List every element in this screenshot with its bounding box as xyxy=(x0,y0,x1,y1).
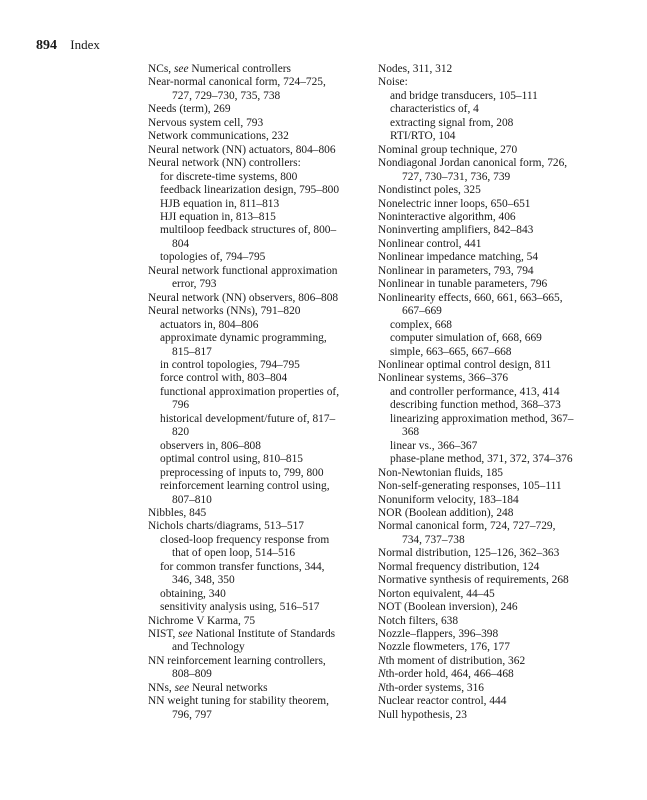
index-entry-text: Nominal group technique, 270 xyxy=(378,143,518,156)
index-entry xyxy=(148,601,358,614)
index-entry xyxy=(378,480,608,493)
index-entry xyxy=(378,668,608,681)
index-entry-text: Nondistinct poles, 325 xyxy=(378,184,481,197)
index-entry-text: reinforcement learning control using, xyxy=(160,480,330,493)
index-entry xyxy=(148,76,358,89)
index-entry xyxy=(378,561,608,574)
index-entry xyxy=(378,198,608,211)
index-entry-text: NN reinforcement learning controllers, xyxy=(148,654,326,667)
index-entry xyxy=(378,184,608,197)
index-entry xyxy=(378,211,608,224)
index-entry xyxy=(378,615,608,628)
index-entry xyxy=(378,346,608,359)
index-entry xyxy=(378,117,608,130)
index-entry xyxy=(378,278,608,291)
index-entry xyxy=(148,211,358,224)
index-entry xyxy=(148,372,358,385)
index-entry-text: Neural network (NN) observers, 806–808 xyxy=(148,291,339,304)
index-entry xyxy=(378,144,608,157)
index-entry xyxy=(378,588,608,601)
index-entry-text: error, 793 xyxy=(172,278,217,291)
index-entry xyxy=(148,238,358,251)
index-entry xyxy=(148,117,358,130)
index-entry xyxy=(378,103,608,116)
index-entry xyxy=(378,171,608,184)
index-entry xyxy=(148,628,358,641)
index-entry xyxy=(378,292,608,305)
index-entry-text: optimal control using, 810–815 xyxy=(160,453,304,466)
index-entry-text: computer simulation of, 668, 669 xyxy=(390,332,542,345)
index-entry-text: obtaining, 340 xyxy=(160,587,226,600)
index-entry-text: Noise: xyxy=(378,76,408,89)
index-entry-text: linear vs., 366–367 xyxy=(390,439,478,452)
index-entry-text: Neural networks xyxy=(189,681,268,694)
index-entry-text: characteristics of, 4 xyxy=(390,103,479,116)
index-column-left xyxy=(148,63,358,722)
index-entry-text: NOT (Boolean inversion), 246 xyxy=(378,601,518,614)
index-column-right xyxy=(378,63,608,722)
index-entry xyxy=(378,305,608,318)
index-entry-text: Nozzle flowmeters, 176, 177 xyxy=(378,641,510,654)
index-entry-text: NOR (Boolean addition), 248 xyxy=(378,506,514,519)
index-entry-text: see xyxy=(174,681,190,694)
index-entry-text: Norton equivalent, 44–45 xyxy=(378,587,495,600)
index-entry-text: 820 xyxy=(172,426,190,439)
index-entry-text: N xyxy=(378,654,386,667)
index-entry-text: HJI equation in, 813–815 xyxy=(160,210,276,223)
index-entry xyxy=(378,467,608,480)
index-entry xyxy=(148,305,358,318)
index-entry xyxy=(148,641,358,654)
index-entry-text: NN weight tuning for stability theorem, xyxy=(148,695,329,708)
index-entry xyxy=(378,440,608,453)
index-entry xyxy=(148,615,358,628)
index-entry xyxy=(148,574,358,587)
index-entry-text: historical development/future of, 817– xyxy=(160,412,336,425)
index-entry-text: for common transfer functions, 344, xyxy=(160,560,325,573)
index-entry xyxy=(378,399,608,412)
index-entry xyxy=(378,628,608,641)
index-entry-text: th moment of distribution, 362 xyxy=(385,654,526,667)
index-entry-text: NNs, xyxy=(148,681,175,694)
index-entry-text: NCs, xyxy=(148,63,174,75)
index-entry-text: preprocessing of inputs to, 799, 800 xyxy=(160,466,324,479)
index-entry-text: complex, 668 xyxy=(390,318,453,331)
index-entry-text: and Technology xyxy=(172,641,245,654)
index-entry xyxy=(148,292,358,305)
index-entry-text: 727, 729–730, 735, 738 xyxy=(172,89,281,102)
index-entry xyxy=(148,547,358,560)
index-entry xyxy=(378,238,608,251)
index-entry xyxy=(378,453,608,466)
index-entry-text: 727, 730–731, 736, 739 xyxy=(402,170,511,183)
index-entry-text: 796 xyxy=(172,399,190,412)
index-entry xyxy=(148,467,358,480)
index-entry-text: observers in, 806–808 xyxy=(160,439,261,452)
index-entry xyxy=(148,709,358,722)
index-entry xyxy=(378,63,608,76)
index-entry-text: 368 xyxy=(402,426,420,439)
index-entry xyxy=(148,130,358,143)
index-entry-text: Nonlinear impedance matching, 54 xyxy=(378,251,539,264)
index-entry xyxy=(378,574,608,587)
index-entry-text: 346, 348, 350 xyxy=(172,574,235,587)
index-entry xyxy=(378,76,608,89)
index-entry-text: force control with, 803–804 xyxy=(160,372,288,385)
index-entry-text: Numerical controllers xyxy=(188,63,291,75)
index-entry-text: Non-self-generating responses, 105–111 xyxy=(378,480,562,493)
index-entry xyxy=(378,709,608,722)
index-entry-text: feedback linearization design, 795–800 xyxy=(160,184,340,197)
index-entry xyxy=(148,534,358,547)
index-entry-text: for discrete-time systems, 800 xyxy=(160,170,298,183)
index-entry-text: Neural network (NN) actuators, 804–806 xyxy=(148,143,336,156)
index-entry xyxy=(378,90,608,103)
index-entry-text: N xyxy=(378,681,386,694)
index-entry-text: see xyxy=(173,63,189,75)
index-entry-text: Nonlinearity effects, 660, 661, 663–665, xyxy=(378,291,563,304)
index-entry-text: Nozzle–flappers, 396–398 xyxy=(378,628,499,641)
index-entry xyxy=(378,386,608,399)
index-entry-text: 667–669 xyxy=(402,305,442,318)
index-entry xyxy=(378,413,608,426)
index-entry xyxy=(378,507,608,520)
index-entry xyxy=(378,319,608,332)
index-entry-text: Nonlinear in parameters, 793, 794 xyxy=(378,264,534,277)
index-entry xyxy=(148,265,358,278)
index-entry xyxy=(148,157,358,170)
index-entry-text: RTI/RTO, 104 xyxy=(390,130,456,143)
index-entry xyxy=(148,561,358,574)
index-entry xyxy=(148,63,358,76)
index-entry xyxy=(148,359,358,372)
index-entry-text: Normal distribution, 125–126, 362–363 xyxy=(378,547,560,560)
index-entry-text: N xyxy=(378,668,386,681)
index-entry-text: closed-loop frequency response from xyxy=(160,533,330,546)
index-entry-text: describing function method, 368–373 xyxy=(390,399,561,412)
index-entry-text: Neural network (NN) controllers: xyxy=(148,157,301,170)
index-entry-text: Nichrome V Karma, 75 xyxy=(148,614,256,627)
index-entry-text: Needs (term), 269 xyxy=(148,103,231,116)
index-entry xyxy=(378,641,608,654)
index-entry xyxy=(148,426,358,439)
index-entry-text: th-order systems, 316 xyxy=(385,681,484,694)
index-entry-text: extracting signal from, 208 xyxy=(390,116,514,129)
index-entry-text: see xyxy=(178,628,193,641)
index-entry-text: Nodes, 311, 312 xyxy=(378,63,453,75)
index-entry xyxy=(148,695,358,708)
index-entry xyxy=(378,426,608,439)
index-entry-text: Nonuniform velocity, 183–184 xyxy=(378,493,519,506)
index-entry xyxy=(378,547,608,560)
index-entry-text: that of open loop, 514–516 xyxy=(172,547,296,560)
index-entry-text: Normal frequency distribution, 124 xyxy=(378,560,540,573)
index-entry xyxy=(148,332,358,345)
index-entry xyxy=(148,440,358,453)
index-entry-text: Near-normal canonical form, 724–725, xyxy=(148,76,326,89)
index-entry-text: Network communications, 232 xyxy=(148,130,289,143)
index-entry-text: Nonlinear in tunable parameters, 796 xyxy=(378,278,548,291)
page-number: 894 xyxy=(36,38,57,53)
index-entry-text: 734, 737–738 xyxy=(402,533,465,546)
index-entry-text: Neural network functional approximation xyxy=(148,264,338,277)
index-entry-text: Nervous system cell, 793 xyxy=(148,116,264,129)
index-entry-text: National Institute of Standards xyxy=(192,628,336,641)
index-entry-text: actuators in, 804–806 xyxy=(160,318,259,331)
page-header xyxy=(36,37,100,54)
index-entry-text: sensitivity analysis using, 516–517 xyxy=(160,601,320,614)
index-entry xyxy=(148,103,358,116)
index-entry xyxy=(148,399,358,412)
index-entry xyxy=(148,480,358,493)
index-entry xyxy=(148,319,358,332)
index-entry-text: Nuclear reactor control, 444 xyxy=(378,695,507,708)
index-entry xyxy=(378,601,608,614)
index-entry-text: Normal canonical form, 724, 727–729, xyxy=(378,520,556,533)
index-entry xyxy=(148,171,358,184)
index-entry xyxy=(378,130,608,143)
index-entry xyxy=(378,224,608,237)
index-entry-text: Non-Newtonian fluids, 185 xyxy=(378,466,503,479)
index-entry xyxy=(378,520,608,533)
index-entry xyxy=(148,682,358,695)
index-entry xyxy=(148,655,358,668)
index-entry-text: and controller performance, 413, 414 xyxy=(390,385,560,398)
index-entry-text: multiloop feedback structures of, 800– xyxy=(160,224,337,237)
index-entry xyxy=(378,332,608,345)
index-entry xyxy=(148,413,358,426)
index-entry-text: Nonlinear systems, 366–376 xyxy=(378,372,509,385)
index-entry-text: Nonlinear control, 441 xyxy=(378,237,482,250)
index-entry-text: Nonelectric inner loops, 650–651 xyxy=(378,197,531,210)
index-entry xyxy=(378,359,608,372)
index-entry-text: approximate dynamic programming, xyxy=(160,332,327,345)
index-entry xyxy=(378,157,608,170)
index-entry-text: 796, 797 xyxy=(172,708,212,721)
index-entry-text: Nonlinear optimal control design, 811 xyxy=(378,358,552,371)
index-entry xyxy=(148,346,358,359)
index-entry xyxy=(148,144,358,157)
index-entry-text: 815–817 xyxy=(172,345,212,358)
index-entry-text: Noninteractive algorithm, 406 xyxy=(378,210,516,223)
index-entry-text: functional approximation properties of, xyxy=(160,385,340,398)
index-entry-text: 804 xyxy=(172,237,190,250)
index-entry-text: Nondiagonal Jordan canonical form, 726, xyxy=(378,157,568,170)
index-entry-text: phase-plane method, 371, 372, 374–376 xyxy=(390,453,573,466)
index-entry xyxy=(378,682,608,695)
index-entry-text: linearizing approximation method, 367– xyxy=(390,412,574,425)
index-entry-text: th-order hold, 464, 466–468 xyxy=(385,668,514,681)
index-entry-text: Neural networks (NNs), 791–820 xyxy=(148,305,301,318)
page-title: Index xyxy=(70,37,100,52)
index-entry xyxy=(148,507,358,520)
index-entry xyxy=(148,453,358,466)
index-entry xyxy=(148,386,358,399)
index-entry xyxy=(148,198,358,211)
index-entry-text: Nichols charts/diagrams, 513–517 xyxy=(148,520,304,533)
index-entry xyxy=(378,494,608,507)
index-entry xyxy=(148,184,358,197)
index-entry-text: Notch filters, 638 xyxy=(378,614,459,627)
index-entry xyxy=(378,655,608,668)
index-entry-text: Noninverting amplifiers, 842–843 xyxy=(378,224,534,237)
index-entry-text: Nibbles, 845 xyxy=(148,506,207,519)
index-entry xyxy=(148,278,358,291)
index-entry-text: NIST, xyxy=(148,628,179,641)
index-entry-text: and bridge transducers, 105–111 xyxy=(390,89,538,102)
index-entry-text: Normative synthesis of requirements, 268 xyxy=(378,574,569,587)
index-entry xyxy=(378,251,608,264)
index-entry-text: topologies of, 794–795 xyxy=(160,251,266,264)
index-entry xyxy=(378,372,608,385)
index-entry xyxy=(148,494,358,507)
index-entry xyxy=(148,251,358,264)
index-entry-text: 807–810 xyxy=(172,493,212,506)
index-entry xyxy=(148,588,358,601)
index-entry xyxy=(148,224,358,237)
index-entry-text: simple, 663–665, 667–668 xyxy=(390,345,512,358)
index-entry xyxy=(378,534,608,547)
index-entry xyxy=(148,520,358,533)
index-entry xyxy=(378,265,608,278)
index-entry-text: in control topologies, 794–795 xyxy=(160,358,300,371)
index-entry-text: Null hypothesis, 23 xyxy=(378,708,467,721)
index-entry xyxy=(378,695,608,708)
index-entry xyxy=(148,668,358,681)
index-entry-text: HJB equation in, 811–813 xyxy=(160,197,280,210)
index-entry xyxy=(148,90,358,103)
index-entry-text: 808–809 xyxy=(172,668,212,681)
